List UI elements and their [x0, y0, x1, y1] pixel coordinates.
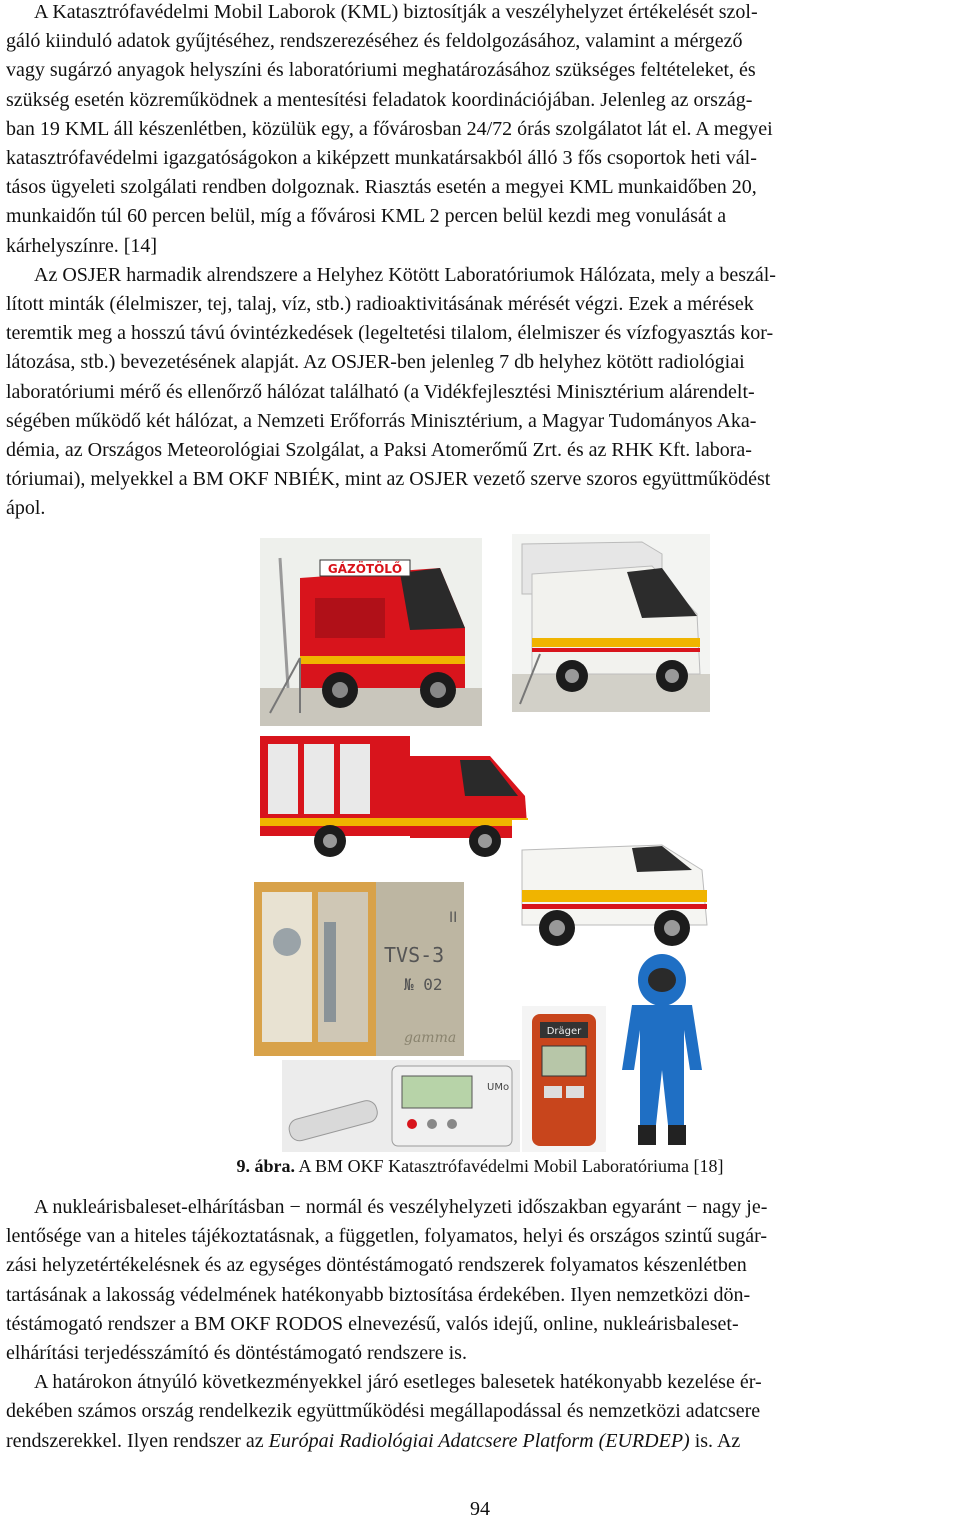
meter-brand-text: UMo	[487, 1082, 510, 1093]
photo-land-rover	[512, 820, 712, 956]
photo-handheld-meters	[282, 1060, 520, 1152]
tvs-brand-text: gamma	[404, 1030, 457, 1046]
photo-white-van	[512, 534, 710, 712]
tvs-number-text: № 02	[404, 975, 443, 994]
eurdep-title: Európai Radiológiai Adatcsere Platform (EURDEP)	[268, 1429, 690, 1452]
van-label-text: GÁZÖTÖLŐ	[327, 562, 403, 576]
photo-protective-suit	[610, 950, 714, 1150]
figure-caption-text: A BM OKF Katasztrófavédelmi Mobil Laboratóriuma [18]	[298, 1156, 724, 1176]
photo-tvs3-instrument	[254, 882, 464, 1056]
paragraph-eurdep: A határokon átnyúló következményekkel járó esetleges balesetek hatékonyabb kezelése ér-	[34, 1371, 762, 1394]
drager-brand-text: Dräger	[546, 1026, 582, 1037]
photo-drager-device	[522, 1006, 606, 1152]
tvs-model-text: TVS-3	[384, 943, 445, 967]
figure-caption-label: 9. ábra.	[236, 1156, 296, 1176]
figure-mobile-lab-collage	[250, 530, 714, 1152]
page-number: 94	[470, 1498, 490, 1520]
figure-caption	[0, 1153, 960, 1179]
paragraph-rodos: A nukleárisbaleset-elhárításban − normál és veszélyhelyzeti időszakban egyaránt − nagy je- lentősége van a hiteles tájékoztatásnak, a független, folyamatos, helyi és országos szintű sugár- zási helyzetértékelésnek és az egységes döntéstámogató rendszerek folyamatos készenlétben tartásának a lakosság védelmének hatékonyabb biztosítása érdekében. Ilyen nemzetközi dön- téstámogató rendszer a BM OKF RODOS elnevezésű, valós idejű, online, nukleárisbaleset- elhárítási terjedésszámító és döntéstámogató rendszere is. A határokon átnyúló következményekkel járó esetleges balesetek hatékonyabb kezelése ér- dekében számos ország rendelkezik együttműködési megállapodással és nemzetközi adatcsere rendszerekkel. Ilyen rendszer az Európai Radiológiai Adatcsere Platform (EURDEP) is. Az	[6, 1196, 768, 1452]
paragraph-kml: A Katasztrófavédelmi Mobil Laborok (KML) biztosítják a veszélyhelyzet értékelését szol- gáló kiinduló adatok gyűjtéséhez, rendszerezéséhez és feldolgozásához, valamint a mérgező vagy sugárzó anyagok helyszíni és laboratóriumi meghatározásához szükséges feltételeket, és szükség esetén közreműködnek a mentesítési feladatok koordinációjában. Jelenleg az ország- ban 19 KML áll készenlétben, közülük egy, a fővárosban 24/72 órás szolgálatot lát el. A megyei katasztrófavédelmi igazgatóságokon a kiképzett munkatársakból álló 3 fős csoportok heti vál- tásos ügyeleti szolgálati rendben dolgoznak. Riasztás esetén a megyei KML munkaidőben 20, munkaidőn túl 60 percen belül, míg a fővárosi KML 2 percen belül kezdi meg vonulását a kárhelyszínre. [14] Az OSJER harmadik alrendszere a Helyhez Kötött Laboratóriumok Hálózata, mely a beszál- lított minták (élelmiszer, tej, talaj, víz, stb.) radioaktivitásának mérését végzi. Ezek a mérések teremtik meg a hosszú távú óvintézkedések (legeltetési tilalom, élelmiszer és vízfogyasztás kor- látozása, stb.) bevezetésének alapját. Az OSJER-ben jelenleg 7 db helyhez kötött radiológiai laboratóriumi mérő és ellenőrző hálózat található (a Vidékfejlesztési Minisztérium alárendelt- ségében működő két hálózat, a Nemzeti Erőforrás Minisztérium, a Magyar Tudományos Aka- démia, az Országos Meteorológiai Szolgálat, a Paksi Atomerőmű Zrt. és az RHK Kft. labora- tóriumai), melyekkel a BM OKF NBIÉK, mint az OSJER vezető szerve szoros együttműködést ápol.	[6, 1, 776, 520]
paragraph-osjer: Az OSJER harmadik alrendszere a Helyhez Kötött Laboratóriumok Hálózata, mely a beszál-	[34, 263, 776, 286]
photo-fire-truck	[260, 726, 532, 866]
photo-red-van	[260, 538, 482, 726]
tvs-roman-text: II	[449, 910, 458, 926]
